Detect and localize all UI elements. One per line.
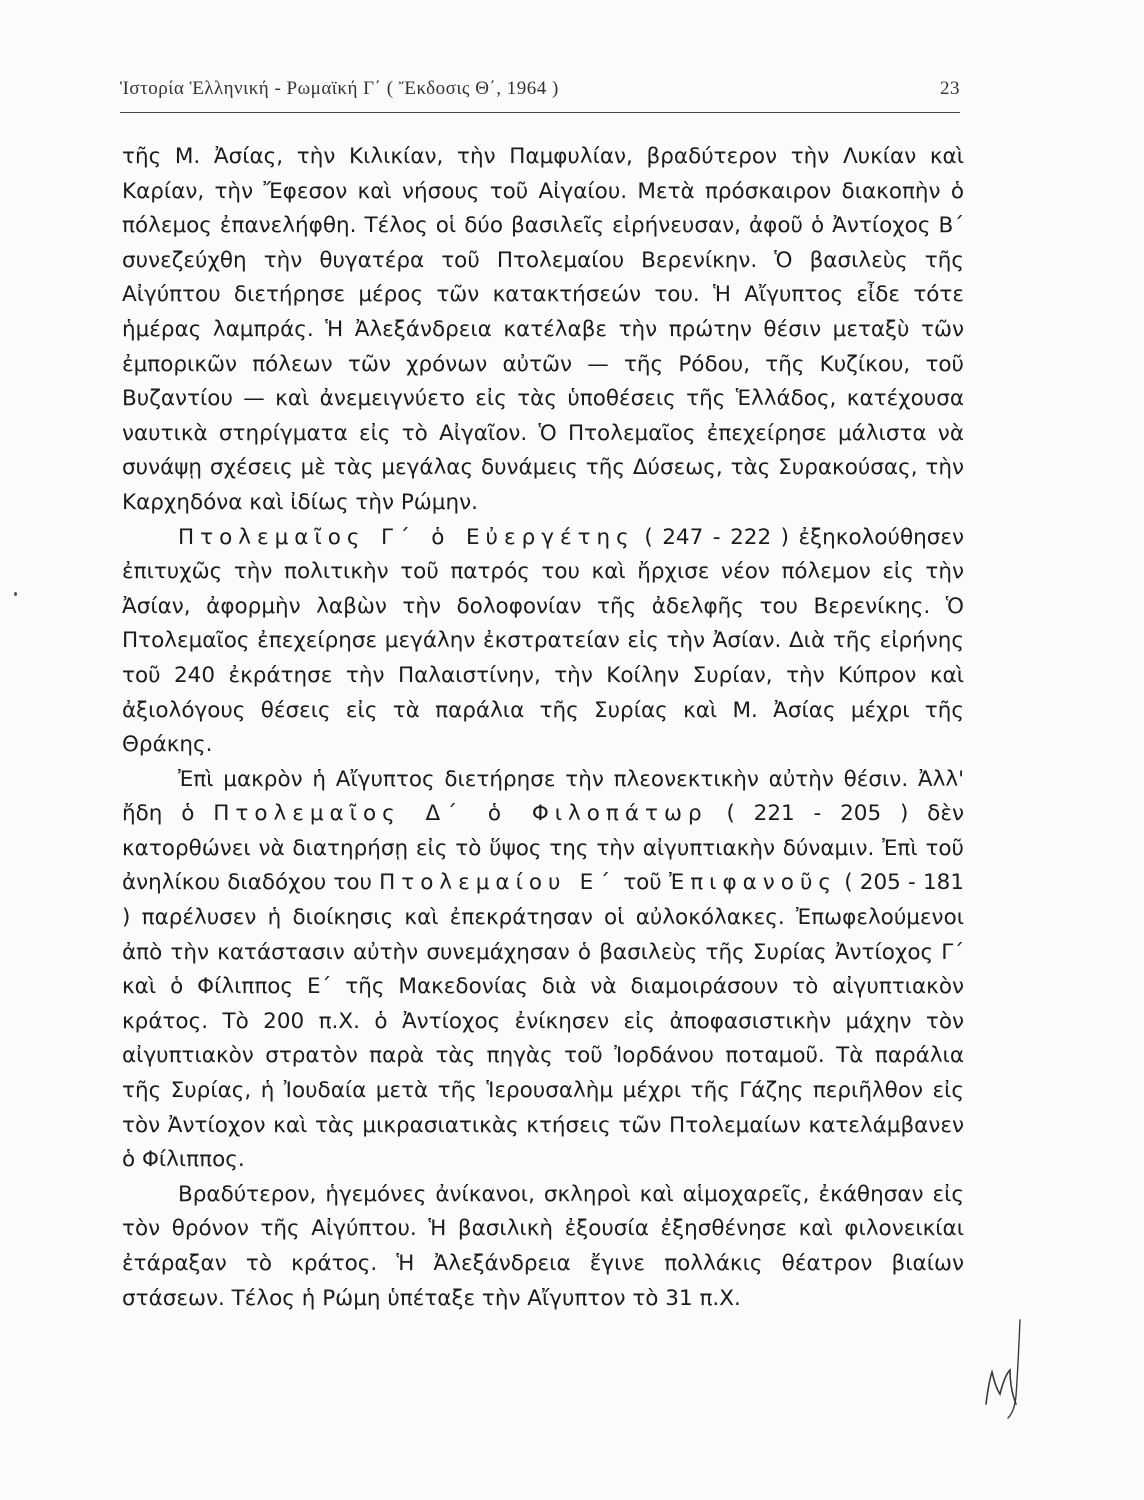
ruler-epithet-epiphanes: Ἐπιφανοῦς [668,870,838,896]
paragraph-2 [122,521,964,763]
paragraph-3-mid: ( 221 - 205 ) δὲν κατορθώνει νὰ διατηρήσῃ εἰς τὸ ὕψος της τὴν αἰγυπτιακὴν δύναμιν. Ἐπὶ τοῦ ἀνηλίκου διαδόχου του [122,801,964,896]
body-text [122,140,964,1316]
paragraph-4: Βραδύτερον, ἡγεμόνες ἀνίκανοι, σκληροὶ καὶ αἱμοχαρεῖς, ἐκάθησαν εἰς τὸν θρόνον τῆς Αἰγύπτου. Ἡ βασιλικὴ ἐξουσία ἐξησθένησε καὶ φιλονεικίαι ἐτάραξαν τὸ κράτος. Ἡ Ἀλεξάνδρεια ἔγινε πολλάκις θέατρον βιαίων στάσεων. Τέλος ἡ Ρώμη ὑπέταξε τὴν Αἴγυπτον τὸ 31 π.Χ. [122,1181,964,1311]
paragraph-2-text: ( 247 - 222 ) ἐξηκολούθησεν ἐπιτυχῶς τὴν πολιτικὴν τοῦ πατρός του καὶ ἤρχισε νέον πόλεμον εἰς τὴν Ἀσίαν, ἀφορμὴν λαβὼν τὴν δολοφονίαν τῆς ἀδελφῆς του Βερενίκης. Ὁ Πτολεμαῖος ἐπεχείρησε μεγάλην ἐκστρατείαν εἰς τὴν Ἀσίαν. Διὰ τῆς εἰρήνης τοῦ 240 ἐκράτησε τὴν Παλαιστίνην, τὴν Κοίλην Συρίαν, τὴν Κύπρον καὶ ἀξιολόγους θέσεις εἰς τὰ παράλια τῆς Συρίας καὶ Μ. Ἀσίας μέχρι τῆς Θράκης. [122,524,964,758]
scan-artifact [14,592,17,596]
ruler-name-ptolemy-v: Πτολεμαίου Ε΄ [379,870,616,896]
header-rule [120,112,960,113]
paragraph-3-intro: Ἐπὶ μακρὸν ἡ Αἴγυπτος διετήρησε τὴν πλεονεκτικὴν αὐτὴν θέσιν. Ἀλλ' ἤδη ὁ [122,766,964,827]
paragraph-1: τῆς Μ. Ἀσίας, τὴν Κιλικίαν, τὴν Παμφυλίαν, βραδύτερον τὴν Λυκίαν καὶ Καρίαν, τὴν Ἔφεσον καὶ νήσους τοῦ Αἰγαίου. Μετὰ πρόσκαιρον διακοπὴν ὁ πόλεμος ἐπανελήφθη. Τέλος οἱ δύο βασιλεῖς εἰρήνευσαν, ἀφοῦ ὁ Ἀντίοχος Β΄ συνεζεύχθη τὴν θυγατέρα τοῦ Πτολεμαίου Βερενίκην. Ὁ βασιλεὺς τῆς Αἰγύπτου διετήρησε μέρος τῶν κατακτήσεών του. Ἡ Αἴγυπτος εἶδε τότε ἡμέρας λαμπράς. Ἡ Ἀλεξάνδρεια κατέλαβε τὴν πρώτην θέσιν μεταξὺ τῶν ἐμπορικῶν πόλεων τῶν χρόνων αὐτῶν — τῆς Ρόδου, τῆς Κυζίκου, τοῦ Βυζαντίου — καὶ ἀνεμειγνύετο εἰς τὰς ὑποθέσεις τῆς Ἑλλάδος, κατέχουσα ναυτικὰ στηρίγματα εἰς τὸ Αἰγαῖον. Ὁ Πτολεμαῖος ἐπεχείρησε μάλιστα νὰ συνάψῃ σχέσεις μὲ τὰς μεγάλας δυνάμεις τῆς Δύσεως, τὰς Συρακούσας, τὴν Καρχηδόνα καὶ ἰδίως τὴν Ρώμην. [122,144,964,515]
paragraph-3-rest: ( 205 - 181 ) παρέλυσεν ἡ διοίκησις καὶ ἐπεκράτησαν οἱ αὐλοκόλακες. Ἐπωφελούμενοι ἀπὸ τὴν κατάστασιν αὐτὴν συνεμάχησαν ὁ βασιλεὺς τῆς Συρίας Ἀντίοχος Γ΄ καὶ ὁ Φίλιππος Ε΄ τῆς Μακεδονίας διὰ νὰ διαμοιράσουν τὸ αἰγυπτιακὸν κράτος. Τὸ 200 π.Χ. ὁ Ἀντίοχος ἐνίκησεν εἰς ἀποφασιστικὴν μάχην τὸν αἰγυπτιακὸν στρατὸν παρὰ τὰς πηγὰς τοῦ Ἰορδάνου ποταμοῦ. Τὰ παράλια τῆς Συρίας, ἡ Ἰουδαία μετὰ τῆς Ἱερουσαλὴμ μέχρι τῆς Γάζης περιῆλθον εἰς τὸν Ἀντίοχον καὶ τὰς μικρασιατικὰς κτήσεις τῶν Πτολεμαίων κατελάμβανεν ὁ Φίλιππος. [122,870,965,1173]
page-number: 23 [940,78,960,99]
paragraph-3-mid2: τοῦ [623,870,662,896]
paragraph-3 [122,763,964,1178]
header-title: Ἱστορία Ἑλληνική - Ρωμαϊκή Γ΄ ( Ἔκδοσις Θ΄, 1964 ) [120,78,559,99]
ruler-name-ptolemy-iv: Πτολεμαῖος Δ΄ ὁ Φιλοπάτωρ [213,801,708,827]
ruler-name-ptolemy-iii: Πτολεμαῖος Γ΄ ὁ Εὐεργέτης [178,524,635,550]
running-header [120,74,960,106]
handwritten-margin-mark [972,1312,1032,1422]
